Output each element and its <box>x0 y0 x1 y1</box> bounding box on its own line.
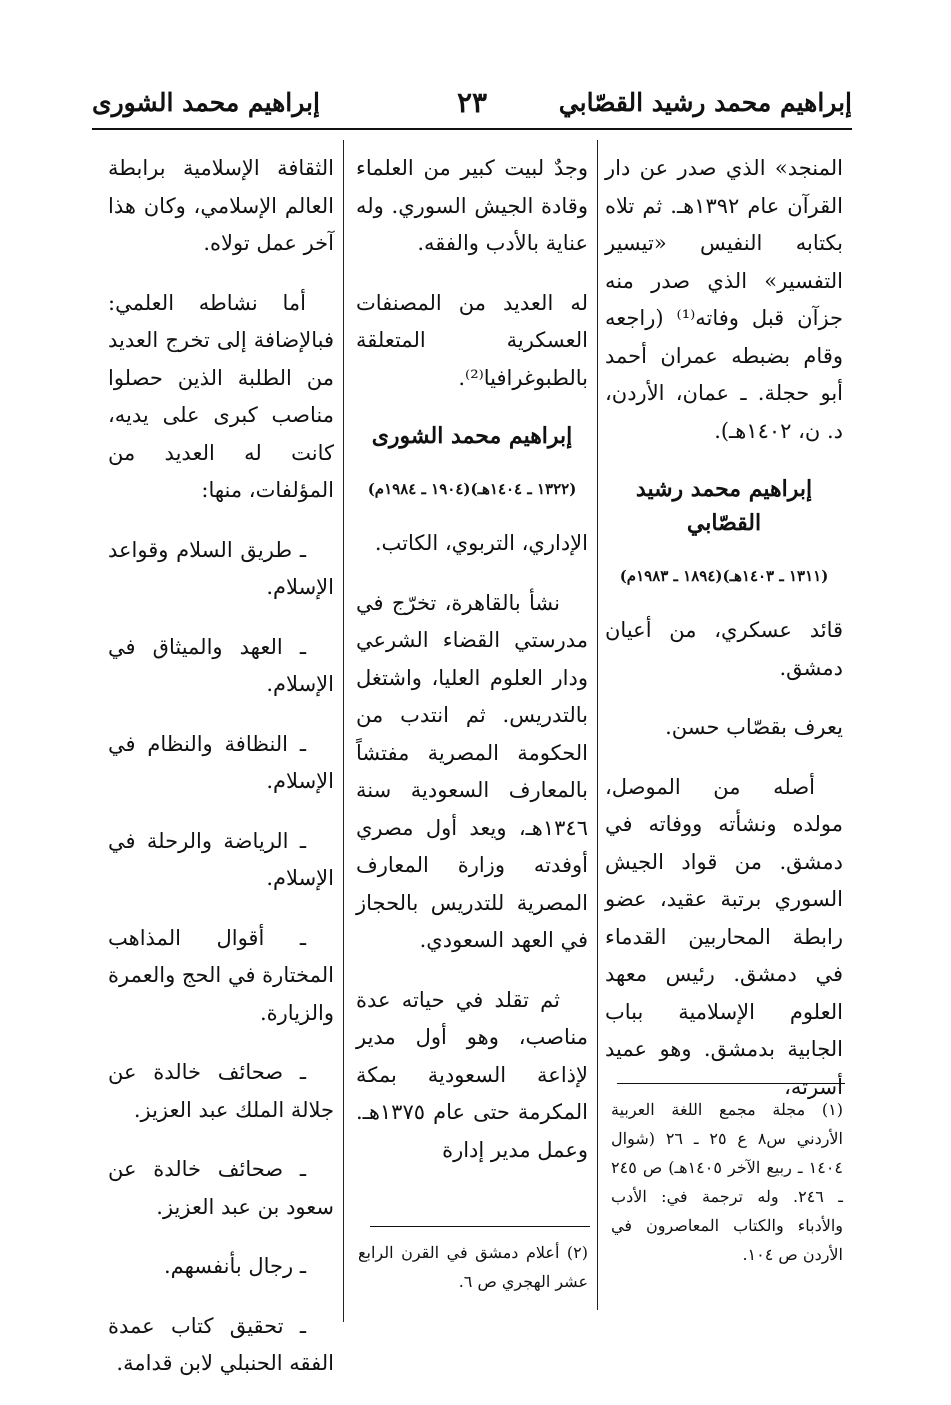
paragraph: أصله من الموصل، مولده ونشأته ووفاته في دمشق. من قواد الجيش السوري برتبة عقيد، عضو رابطة المحاربين القدماء في دمشق. رئيس معهد العلوم الإسلامية بباب الجابية بدمشق. وهو عميد أسرته، <box>605 774 843 1099</box>
paragraph: نشأ بالقاهرة، تخرّج في مدرستي القضاء الشرعي ودار العلوم العليا، واشتغل بالتدريس. ثم انتدب من الحكومة المصرية مفتشاً بالمعارف السعودية سنة ١٣٤٦هـ، ويعد أول مصري أوفدته وزارة المعارف المصرية للتدريس بالحجاز في العهد السعودي. <box>356 590 588 952</box>
biography-dates: (١٣١١ ـ ١٤٠٣هـ)(١٨٩٤ ـ ١٩٨٣م) <box>619 567 829 585</box>
list-item: ـ تحقيق كتاب عمدة الفقه الحنبلي لابن قدامة. <box>108 1313 334 1375</box>
footnote-rule <box>370 1226 590 1227</box>
list-item: ـ النظافة والنظام في الإسلام. <box>108 731 334 793</box>
paragraph: أما نشاطه العلمي: فبالإضافة إلى تخرج العديد من الطلبة الذين حصلوا مناصب كبرى على يديه، كانت له العديد من المؤلفات، منها: <box>108 290 334 502</box>
biography-name: إبراهيم محمد الشورى <box>371 423 573 449</box>
paragraph: الثقافة الإسلامية برابطة العالم الإسلامي، وكان هذا آخر عمل تولاه. <box>108 156 334 255</box>
page-number: ٢٣ <box>456 86 488 119</box>
biography-name: إبراهيم محمد رشيد القصّابي <box>635 476 813 536</box>
footnote-rule <box>617 1083 845 1084</box>
running-header <box>92 86 852 126</box>
column-divider-right <box>597 140 598 1310</box>
list-item: ـ طريق السلام وقواعد الإسلام. <box>108 537 334 599</box>
list-item: ـ العهد والميثاق في الإسلام. <box>108 634 334 696</box>
paragraph: ثم تقلد في حياته عدة مناصب، وهو أول مدير لإذاعة السعودية بمكة المكرمة حتى عام ١٣٧٥هـ. وعمل مدير إدارة <box>356 987 588 1162</box>
paragraph: الإداري، التربوي، الكاتب. <box>374 531 588 555</box>
list-item: ـ صحائف خالدة عن سعود بن عبد العزيز. <box>108 1157 334 1219</box>
list-item: ـ أقوال المذاهب المختارة في الحج والعمرة والزيارة. <box>108 925 334 1025</box>
column-divider-left <box>343 140 344 1322</box>
list-item: ـ رجال بأنفسهم. <box>163 1254 306 1278</box>
column-middle <box>356 150 588 1191</box>
header-rule <box>92 128 852 130</box>
paragraph: وجدٌ لبيت كبير من العلماء وقادة الجيش السوري. وله عناية بالأدب والفقه. <box>356 156 588 255</box>
footnote: (١) مجلة مجمع اللغة العربية الأردني س٨ ع ٢٥ ـ ٢٦ (شوال ١٤٠٤ ـ ربيع الآخر ١٤٠٥هـ) ص ٢٤٥ ـ ٢٤٦. وله ترجمة في: الأدب والأدباء والكتاب المعاصرون في الأردن ص ١٠٤. <box>611 1100 843 1264</box>
header-left-title: إبراهيم محمد الشورى <box>92 88 320 117</box>
paragraph: يعرف بقصّاب حسن. <box>665 715 843 739</box>
paragraph: له العديد من المصنفات العسكرية المتعلقة بالطبوغرافيا⁽²⁾. <box>356 290 588 390</box>
paragraph: قائد عسكري، من أعيان دمشق. <box>605 618 843 680</box>
list-item: ـ الرياضة والرحلة في الإسلام. <box>108 828 334 890</box>
paragraph: المنجد» الذي صدر عن دار القرآن عام ١٣٩٢هـ. ثم تلاه بكتابه النفيس «تيسير التفسير» الذي صدر منه جزآن قبل وفاته⁽¹⁾ (راجعه وقام بضبطه عمران أحمد أبو حجلة. ـ عمان، الأردن، د. ن، ١٤٠٢هـ). <box>605 156 844 443</box>
column-right <box>605 150 843 1128</box>
biography-dates: (١٣٢٢ ـ ١٤٠٤هـ)(١٩٠٤ ـ ١٩٨٤م) <box>367 480 577 498</box>
column-left <box>108 150 334 1405</box>
footnote: (٢) أعلام دمشق في القرن الرابع عشر الهجري ص ٦. <box>358 1243 588 1291</box>
list-item: ـ صحائف خالدة عن جلالة الملك عبد العزيز. <box>108 1060 334 1122</box>
header-right-title: إبراهيم محمد رشيد القصّابي <box>558 88 852 117</box>
